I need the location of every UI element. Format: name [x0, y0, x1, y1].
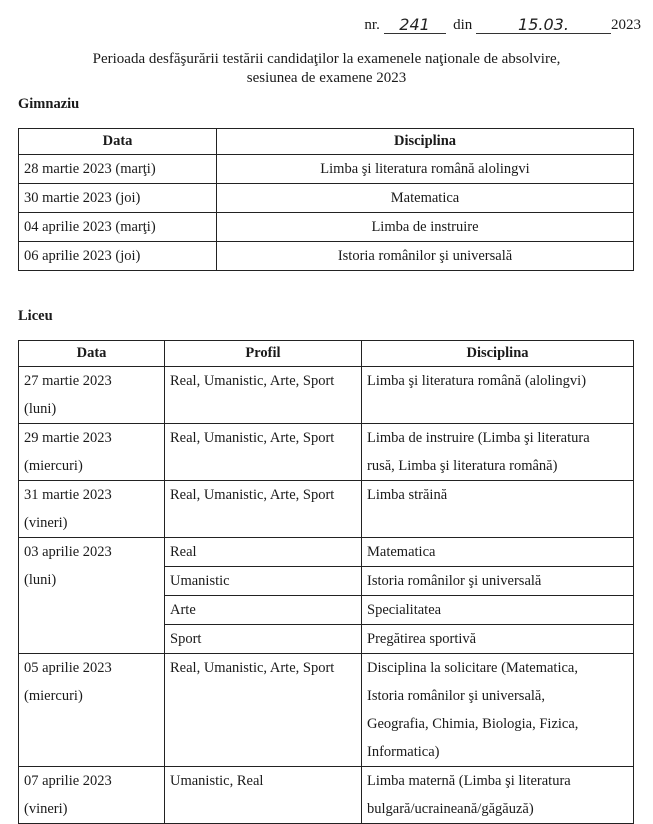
cell-profile: Umanistic [165, 567, 362, 596]
liceu-table [18, 340, 634, 824]
cell-profile: Arte [165, 596, 362, 625]
table-row [19, 213, 634, 242]
nr-value: 241 [384, 15, 446, 34]
discipline-line: bulgară/ucraineană/găgăuză) [367, 801, 534, 817]
weekday-line: (luni) [24, 572, 57, 588]
cell-profile: Umanistic, Real [165, 767, 362, 824]
cell-discipline [362, 481, 634, 538]
table-row [19, 538, 634, 567]
weekday-line: (miercuri) [24, 458, 83, 474]
date-line: 27 martie 2023 [24, 373, 112, 389]
table-row [19, 654, 634, 767]
column-header-data: Data [19, 341, 165, 367]
cell-discipline [362, 767, 634, 824]
document-reference [364, 15, 641, 34]
cell-discipline [362, 367, 634, 424]
cell-discipline: Limba şi literatura română alolingvi [217, 155, 634, 184]
table-row [19, 155, 634, 184]
cell-discipline: Istoria românilor şi universală [362, 567, 634, 596]
cell-discipline: Specialitatea [362, 596, 634, 625]
document-title [0, 50, 653, 88]
cell-profile: Real, Umanistic, Arte, Sport [165, 654, 362, 767]
cell-profile: Sport [165, 625, 362, 654]
column-header-disciplina: Disciplina [362, 341, 634, 367]
discipline-line: Istoria românilor şi universală, [367, 688, 545, 704]
cell-date: 30 martie 2023 (joi) [19, 184, 217, 213]
date-line: 05 aprilie 2023 [24, 660, 112, 676]
weekday-line: (miercuri) [24, 688, 83, 704]
cell-discipline: Matematica [362, 538, 634, 567]
table-row [19, 367, 634, 424]
cell-discipline [362, 654, 634, 767]
date-line: 03 aprilie 2023 [24, 544, 112, 560]
cell-date: 06 aprilie 2023 (joi) [19, 242, 217, 271]
discipline-line: Disciplina la solicitare (Matematica, [367, 660, 578, 676]
column-header-profil: Profil [165, 341, 362, 367]
nr-label: nr. [364, 17, 380, 33]
table-header-row [19, 341, 634, 367]
din-label: din [453, 17, 473, 33]
cell-profile: Real, Umanistic, Arte, Sport [165, 481, 362, 538]
table-header-row [19, 129, 634, 155]
discipline-line: Limba străină [367, 487, 448, 503]
cell-discipline: Limba de instruire [217, 213, 634, 242]
discipline-line: Geografia, Chimia, Biologia, Fizica, [367, 716, 579, 732]
cell-date: 04 aprilie 2023 (marţi) [19, 213, 217, 242]
discipline-line: rusă, Limba şi literatura română) [367, 458, 558, 474]
weekday-line: (vineri) [24, 801, 68, 817]
gimnaziu-heading: Gimnaziu [18, 96, 80, 112]
cell-date [19, 424, 165, 481]
cell-date: 28 martie 2023 (marţi) [19, 155, 217, 184]
cell-profile: Real, Umanistic, Arte, Sport [165, 424, 362, 481]
date-value: 15.03. [476, 15, 611, 34]
cell-date [19, 767, 165, 824]
weekday-line: (luni) [24, 401, 57, 417]
cell-profile: Real, Umanistic, Arte, Sport [165, 367, 362, 424]
cell-discipline: Istoria românilor şi universală [217, 242, 634, 271]
weekday-line: (vineri) [24, 515, 68, 531]
cell-discipline: Pregătirea sportivă [362, 625, 634, 654]
discipline-line: Informatica) [367, 744, 440, 760]
column-header-data: Data [19, 129, 217, 155]
table-row [19, 481, 634, 538]
year: 2023 [611, 17, 641, 33]
column-header-disciplina: Disciplina [217, 129, 634, 155]
cell-date [19, 654, 165, 767]
cell-date [19, 481, 165, 538]
cell-discipline [362, 424, 634, 481]
gimnaziu-table [18, 128, 634, 271]
cell-date [19, 538, 165, 654]
table-row [19, 767, 634, 824]
date-line: 07 aprilie 2023 [24, 773, 112, 789]
table-row [19, 184, 634, 213]
cell-profile: Real [165, 538, 362, 567]
date-line: 29 martie 2023 [24, 430, 112, 446]
liceu-heading: Liceu [18, 308, 53, 324]
discipline-line: Limba de instruire (Limba şi literatura [367, 430, 590, 446]
title-line-2: sesiunea de examene 2023 [246, 70, 407, 86]
table-row [19, 242, 634, 271]
discipline-line: Limba maternă (Limba şi literatura [367, 773, 571, 789]
title-line-1: Perioada desfăşurării testării candidaţilor la examenele naţionale de absolvire, [92, 51, 561, 67]
discipline-line: Limba şi literatura română (alolingvi) [367, 373, 587, 389]
cell-date [19, 367, 165, 424]
cell-discipline: Matematica [217, 184, 634, 213]
table-row [19, 424, 634, 481]
date-line: 31 martie 2023 [24, 487, 112, 503]
